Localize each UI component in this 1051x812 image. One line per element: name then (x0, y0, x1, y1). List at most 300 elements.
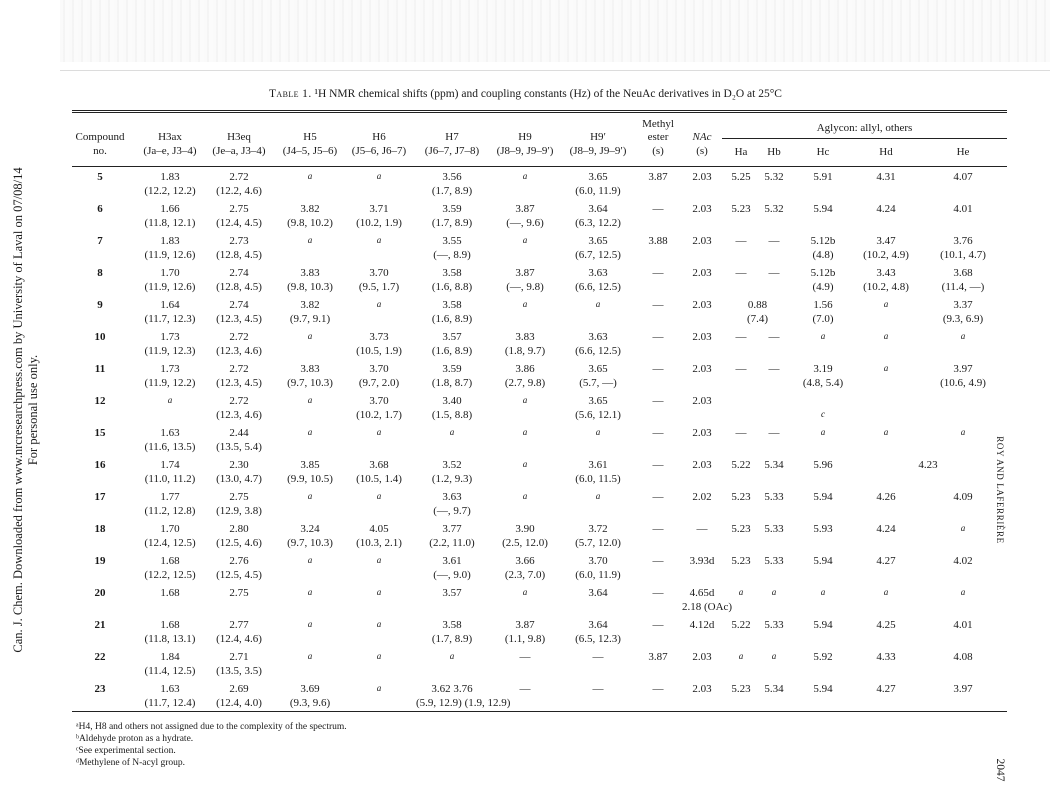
compound-number: 10 (94, 331, 106, 343)
footnote-c: ᶜSee experimental section. (76, 746, 176, 756)
cell-h6-coupling: (9.5, 1.7) (358, 281, 400, 293)
cell-h9p-coupling: (6.3, 12.2) (575, 217, 621, 229)
cell-nac: 2.03 (692, 363, 712, 375)
cell-h7: 3.52 (442, 459, 462, 471)
cell-nac: 4.12d (689, 619, 715, 631)
cell-he-coupling: (9.3, 6.9) (942, 313, 984, 325)
cell-h6: 3.73 (369, 331, 389, 343)
compound-number: 11 (94, 363, 106, 375)
cell-hd: 4.27 (876, 555, 896, 567)
cell-h3eq-coupling: (12.5, 4.6) (216, 537, 262, 549)
cell-h3eq-coupling: (13.0, 4.7) (216, 473, 262, 485)
cell-me: — (652, 619, 664, 631)
compound-number: 16 (94, 459, 106, 471)
cell-nac: 2.02 (692, 491, 712, 503)
cell-h5: a (307, 491, 313, 501)
cell-nac: 4.65d (689, 587, 715, 599)
cell-hd: 4.24 (876, 203, 896, 215)
cell-h7: 3.77 (442, 523, 462, 535)
cell-he: 4.01 (953, 203, 973, 215)
cell-h3eq: 2.75 (229, 491, 249, 503)
cell-ha: 5.23 (731, 523, 751, 535)
cell-h3ax: 1.63 (160, 683, 180, 695)
compound-number: 15 (94, 427, 106, 439)
table-top-rule (72, 110, 1007, 111)
cell-nac: 2.03 (692, 203, 712, 215)
header-h3eq-sub: (Je–a, J3–4) (212, 145, 266, 157)
cell-h5: 3.83 (300, 267, 320, 279)
cell-h7: 3.57 (442, 587, 462, 599)
cell-hc: 1.56 (813, 299, 833, 311)
cell-h3eq-coupling: (12.5, 4.5) (216, 569, 262, 581)
cell-he: 4.09 (953, 491, 973, 503)
download-notice (6, 150, 46, 670)
cell-h9: a (522, 395, 528, 405)
cell-h9p-coupling: (6.0, 11.5) (575, 473, 621, 485)
cell-h6-coupling: (10.2, 1.7) (356, 409, 402, 421)
cell-h3ax-coupling: (11.8, 13.1) (144, 633, 196, 645)
cell-h3ax: 1.66 (160, 203, 180, 215)
compound-number: 18 (94, 523, 106, 535)
cell-ha: 5.25 (731, 171, 751, 183)
cell-h3eq-coupling: (12.3, 4.6) (216, 345, 262, 357)
header-bottom-rule (72, 166, 1007, 167)
cell-h7-coupling: (1.7, 8.9) (431, 217, 473, 229)
cell-h9: a (522, 427, 528, 437)
cell-h6-coupling: (10.3, 2.1) (356, 537, 402, 549)
cell-ha: a (738, 587, 744, 597)
cell-he: 4.08 (953, 651, 973, 663)
cell-h7-coupling: (—, 8.9) (433, 249, 471, 261)
cell-h3ax: 1.73 (160, 331, 180, 343)
page-number-text: 2047 (994, 758, 1006, 782)
cell-h6: a (376, 299, 382, 309)
cell-h5-coupling: (9.7, 10.3) (287, 537, 333, 549)
cell-me: — (652, 555, 664, 567)
cell-h9p: 3.70 (588, 555, 608, 567)
cell-h6-coupling: (9.7, 2.0) (358, 377, 400, 389)
cell-h9p: a (595, 427, 601, 437)
cell-h5: a (307, 555, 313, 565)
cell-hc-coupling: c (821, 409, 825, 419)
header-h3ax: H3ax (158, 131, 182, 143)
header-methyl-3: (s) (652, 145, 664, 157)
cell-h5-coupling: (9.8, 10.2) (287, 217, 333, 229)
cell-h3ax: 1.68 (160, 619, 180, 631)
cell-h6: 3.68 (369, 459, 389, 471)
page-number (985, 745, 1015, 795)
cell-h5-coupling: (9.8, 10.3) (287, 281, 333, 293)
header-h7-sub: (J6–7, J7–8) (424, 145, 480, 157)
cell-h9-coupling: (2.3, 7.0) (504, 569, 546, 581)
cell-hc: 5.96 (813, 459, 833, 471)
cell-h3ax-coupling: (11.8, 12.1) (144, 217, 196, 229)
cell-h9p: 3.64 (588, 203, 608, 215)
cell-hc-coupling: (4.9) (812, 281, 834, 293)
cell-he: 4.07 (953, 171, 973, 183)
cell-h7: 3.40 (442, 395, 462, 407)
cell-hd: a (883, 299, 889, 309)
cell-hdhe: 4.23 (918, 459, 938, 471)
cell-hd-coupling: (10.2, 4.8) (863, 281, 909, 293)
cell-nac: 2.03 (692, 331, 712, 343)
cell-h3eq-coupling: (12.3, 4.6) (216, 409, 262, 421)
cell-he: 3.76 (953, 235, 973, 247)
footnote-b: ᵇAldehyde proton as a hydrate. (76, 734, 194, 744)
cell-h6: a (376, 235, 382, 245)
cell-h3ax: 1.84 (160, 651, 180, 663)
cell-h6: a (376, 587, 382, 597)
cell-h3eq: 2.30 (229, 459, 249, 471)
cell-hc: 3.19 (813, 363, 833, 375)
cell-h9p-coupling: (6.6, 12.5) (575, 345, 621, 357)
cell-h9p: 3.65 (588, 395, 608, 407)
cell-h3eq: 2.74 (229, 299, 249, 311)
cell-hc: 5.12b (810, 235, 836, 247)
cell-he: 4.02 (953, 555, 973, 567)
cell-h9p: 3.65 (588, 171, 608, 183)
cell-h3ax-coupling: (11.9, 12.3) (144, 345, 196, 357)
cell-h6: 3.70 (369, 267, 389, 279)
cell-nac: 2.03 (692, 683, 712, 695)
cell-he: 3.97 (953, 683, 973, 695)
cell-he: 3.97 (953, 363, 973, 375)
cell-ha: 5.23 (731, 491, 751, 503)
compound-number: 7 (97, 235, 103, 247)
cell-h7: 3.63 (442, 491, 462, 503)
cell-h7-coupling: (2.2, 11.0) (429, 537, 475, 549)
header-hb: Hb (767, 146, 781, 158)
cell-h7-coupling: (1.7, 8.9) (431, 185, 473, 197)
cell-h5-coupling: (9.7, 9.1) (289, 313, 331, 325)
cell-h9-coupling: (1.1, 9.8) (504, 633, 546, 645)
cell-h9p: 3.64 (588, 587, 608, 599)
cell-hb: 5.34 (764, 683, 784, 695)
header-hd: Hd (879, 146, 893, 158)
cell-hd: 4.26 (876, 491, 896, 503)
cell-h6-coupling: (10.5, 1.4) (356, 473, 402, 485)
cell-h9-coupling: (2.5, 12.0) (502, 537, 548, 549)
cell-ha: — (735, 363, 747, 375)
cell-hd: 4.25 (876, 619, 896, 631)
cell-hb: 5.34 (764, 459, 784, 471)
cell-hd: 4.33 (876, 651, 896, 663)
header-compound: Compound (75, 131, 125, 143)
cell-h6: 4.05 (369, 523, 389, 535)
cell-hc-coupling: (4.8, 5.4) (802, 377, 844, 389)
aglycon-header-rule (722, 138, 1007, 139)
header-h3eq: H3eq (227, 131, 251, 143)
cell-h7-coupling: (1.6, 8.9) (431, 345, 473, 357)
header-h3ax-sub: (Ja–e, J3–4) (143, 145, 197, 157)
cell-nac: 2.03 (692, 459, 712, 471)
cell-hb: 5.32 (764, 203, 784, 215)
cell-h7: 3.59 (442, 203, 462, 215)
cell-hc: 5.12b (810, 267, 836, 279)
cell-h7: a (449, 427, 455, 437)
header-methyl-2: ester (647, 131, 669, 143)
cell-h9: 3.87 (515, 267, 535, 279)
header-h6: H6 (372, 131, 386, 143)
cell-h7-coupling: (5.9, 12.9) (1.9, 12.9) (416, 697, 511, 709)
cell-hab: 0.88 (747, 299, 768, 311)
cell-ha: 5.22 (731, 459, 751, 471)
cell-hb: 5.33 (764, 491, 784, 503)
cell-h3eq: 2.69 (229, 683, 249, 695)
header-h7: H7 (445, 131, 459, 143)
cell-h3ax: 1.73 (160, 363, 180, 375)
cell-h7: 3.59 (442, 363, 462, 375)
scan-artifact-band (60, 0, 1050, 62)
download-notice-line2: For personal use only. (26, 354, 40, 466)
compound-number: 20 (94, 587, 106, 599)
cell-me: 3.87 (648, 651, 668, 663)
cell-h9: 3.87 (515, 619, 535, 631)
cell-h5-coupling: (9.9, 10.5) (287, 473, 333, 485)
cell-me: — (652, 683, 664, 695)
cell-h7: 3.57 (442, 331, 462, 343)
cell-hb: — (768, 363, 780, 375)
cell-h3eq: 2.72 (229, 395, 249, 407)
table-caption-label: Table 1. (269, 88, 312, 100)
cell-h7-coupling: (—, 9.0) (433, 569, 471, 581)
cell-me: — (652, 523, 664, 535)
cell-hc: 5.94 (813, 203, 833, 215)
cell-h6: 3.71 (369, 203, 389, 215)
cell-h5: a (307, 235, 313, 245)
compound-number: 17 (94, 491, 106, 503)
cell-ha: — (735, 331, 747, 343)
cell-h7-coupling: (1.8, 8.7) (431, 377, 473, 389)
header-nac-s: (s) (696, 145, 708, 157)
cell-h6-coupling: (10.5, 1.9) (356, 345, 402, 357)
cell-h9p: 3.65 (588, 363, 608, 375)
download-notice-line1: Can. J. Chem. Downloaded from www.nrcresearchpress.com by University of Laval on 07/08/14 (11, 167, 25, 653)
cell-h3ax-coupling: (11.7, 12.4) (144, 697, 196, 709)
cell-h3eq-coupling: (12.8, 4.5) (216, 281, 262, 293)
cell-h3ax: 1.68 (160, 555, 180, 567)
cell-h5: a (307, 427, 313, 437)
compound-number: 5 (97, 171, 103, 183)
cell-h5: 3.24 (300, 523, 320, 535)
cell-ha: a (738, 651, 744, 661)
cell-h9p: 3.63 (588, 331, 608, 343)
cell-h3eq-coupling: (12.4, 4.0) (216, 697, 262, 709)
cell-h5-coupling: (9.7, 10.3) (287, 377, 333, 389)
cell-h5: 3.69 (300, 683, 320, 695)
header-h5-sub: (J4–5, J5–6) (282, 145, 338, 157)
cell-h5: 3.83 (300, 363, 320, 375)
header-ha: Ha (734, 146, 748, 158)
footnote-a: ᵃH4, H8 and others not assigned due to the complexity of the spectrum. (76, 722, 347, 732)
cell-h9p: a (595, 299, 601, 309)
header-hc: Hc (816, 146, 830, 158)
cell-h7-coupling: (—, 9.7) (433, 505, 471, 517)
cell-nac: 2.03 (692, 427, 712, 439)
cell-h3ax: 1.77 (160, 491, 180, 503)
cell-nac: 2.03 (692, 171, 712, 183)
cell-hc: 5.94 (813, 491, 833, 503)
cell-h3ax: 1.74 (160, 459, 180, 471)
cell-nac: — (696, 523, 708, 535)
cell-h7: 3.56 (442, 171, 462, 183)
cell-h3eq: 2.76 (229, 555, 249, 567)
cell-hb: 5.32 (764, 171, 784, 183)
cell-h3ax-coupling: (12.2, 12.2) (144, 185, 196, 197)
cell-h3ax-coupling: (11.0, 11.2) (144, 473, 196, 485)
cell-hd: a (883, 331, 889, 341)
cell-h9p: 3.64 (588, 619, 608, 631)
cell-h9: a (522, 459, 528, 469)
cell-h9: a (522, 171, 528, 181)
header-h9p-sub: (J8–9, J9–9′) (569, 145, 627, 157)
cell-h5-coupling: (9.3, 9.6) (289, 697, 331, 709)
cell-h9p-coupling: (6.6, 12.5) (575, 281, 621, 293)
cell-he: a (960, 427, 966, 437)
cell-h6: 3.70 (369, 395, 389, 407)
cell-h3eq: 2.80 (229, 523, 249, 535)
cell-h6: a (376, 619, 382, 629)
cell-he: a (960, 587, 966, 597)
cell-h9-coupling: (—, 9.8) (506, 281, 544, 293)
cell-h7: 3.62 3.76 (431, 683, 473, 695)
cell-h9p: 3.72 (588, 523, 608, 535)
cell-me: — (652, 587, 664, 599)
cell-hd: a (883, 363, 889, 373)
cell-h3eq: 2.72 (229, 363, 249, 375)
cell-h9p: — (592, 683, 604, 695)
cell-h9: a (522, 235, 528, 245)
cell-hd: 4.31 (876, 171, 896, 183)
cell-h3ax-coupling: (11.6, 13.5) (144, 441, 196, 453)
cell-hc: 5.94 (813, 683, 833, 695)
cell-h7: 3.58 (442, 299, 462, 311)
cell-hb: — (768, 427, 780, 439)
compound-number: 8 (97, 267, 103, 279)
cell-h5: a (307, 619, 313, 629)
cell-hb: 5.33 (764, 619, 784, 631)
cell-hc-coupling: (4.8) (812, 249, 834, 261)
cell-h5: a (307, 587, 313, 597)
cell-h3eq-coupling: (12.3, 4.5) (216, 377, 262, 389)
cell-h9: a (522, 299, 528, 309)
cell-hab-coupling: (7.4) (746, 313, 769, 325)
cell-ha: — (735, 427, 747, 439)
cell-h3eq: 2.75 (229, 587, 249, 599)
cell-h3ax-coupling: (12.4, 12.5) (144, 537, 196, 549)
cell-h5: 3.82 (300, 299, 320, 311)
cell-hc: a (820, 427, 826, 437)
header-nac: NAc (692, 131, 712, 143)
cell-h3ax: a (167, 395, 173, 405)
cell-he: a (960, 331, 966, 341)
compound-number: 23 (94, 683, 106, 695)
cell-hd: 3.43 (876, 267, 896, 279)
cell-h9: 3.87 (515, 203, 535, 215)
cell-h7: 3.58 (442, 619, 462, 631)
compound-number: 9 (97, 299, 103, 311)
cell-hb: 5.33 (764, 555, 784, 567)
cell-he-coupling: (10.1, 4.7) (940, 249, 986, 261)
cell-h3ax: 1.70 (160, 523, 180, 535)
cell-h9: 3.86 (515, 363, 535, 375)
cell-hc: 5.92 (813, 651, 833, 663)
cell-ha: — (735, 267, 747, 279)
cell-me: — (652, 491, 664, 503)
header-he: He (956, 146, 970, 158)
header-methyl-1: Methyl (642, 118, 674, 130)
cell-hc: 5.94 (813, 555, 833, 567)
cell-nac: 2.03 (692, 235, 712, 247)
header-h6-sub: (J5–6, J6–7) (351, 145, 407, 157)
cell-h9p-coupling: (6.5, 12.3) (575, 633, 621, 645)
cell-h6-coupling: (10.2, 1.9) (356, 217, 402, 229)
cell-h7-coupling: (1.7, 8.9) (431, 633, 473, 645)
header-h9p: H9′ (590, 131, 606, 143)
footnote-d: ᵈMethylene of N-acyl group. (76, 758, 186, 768)
cell-hb: — (768, 267, 780, 279)
cell-h3eq-coupling: (12.3, 4.5) (216, 313, 262, 325)
cell-me: — (652, 363, 664, 375)
cell-h3eq-coupling: (12.4, 4.5) (216, 217, 262, 229)
cell-h3eq-coupling: (12.8, 4.5) (216, 249, 262, 261)
cell-h3eq: 2.74 (229, 267, 249, 279)
cell-h9: — (519, 683, 531, 695)
cell-hd: a (883, 587, 889, 597)
cell-hc: 5.91 (813, 171, 833, 183)
cell-h5: a (307, 331, 313, 341)
cell-hc: 5.93 (813, 523, 833, 535)
cell-hc-coupling: (7.0) (812, 313, 834, 325)
cell-h6: a (376, 491, 382, 501)
cell-h9p: 3.63 (588, 267, 608, 279)
compound-number: 12 (94, 395, 106, 407)
cell-h3ax: 1.64 (160, 299, 180, 311)
cell-h9: a (522, 491, 528, 501)
header-h5: H5 (303, 131, 317, 143)
cell-h3ax-coupling: (11.9, 12.6) (144, 281, 196, 293)
cell-h3eq-coupling: (13.5, 3.5) (216, 665, 262, 677)
cell-h3eq: 2.72 (229, 331, 249, 343)
compound-number: 21 (94, 619, 106, 631)
cell-h5: 3.82 (300, 203, 320, 215)
cell-he: 3.37 (953, 299, 973, 311)
cell-h9p-coupling: (5.7, —) (579, 377, 617, 389)
table-bottom-rule (72, 711, 1007, 712)
cell-h3ax: 1.63 (160, 427, 180, 439)
cell-he-coupling: (10.6, 4.9) (940, 377, 986, 389)
cell-h3ax-coupling: (11.9, 12.6) (144, 249, 196, 261)
cell-h9-coupling: (2.7, 9.8) (504, 377, 546, 389)
cell-h3eq: 2.72 (229, 171, 249, 183)
cell-h6: a (376, 683, 382, 693)
cell-hb: a (771, 587, 777, 597)
cell-h9p-coupling: (6.7, 12.5) (575, 249, 621, 261)
cell-h7: 3.61 (442, 555, 462, 567)
cell-h6: a (376, 651, 382, 661)
cell-h6: 3.70 (369, 363, 389, 375)
cell-hb: — (768, 235, 780, 247)
cell-h6: a (376, 171, 382, 181)
table-top-rule-2 (72, 112, 1007, 113)
cell-h3ax-coupling: (11.4, 12.5) (144, 665, 196, 677)
cell-he: a (960, 523, 966, 533)
table-caption (0, 88, 1051, 100)
compound-number: 19 (94, 555, 106, 567)
cell-h9: — (519, 651, 531, 663)
cell-h9p: 3.61 (588, 459, 608, 471)
cell-h3eq-coupling: (13.5, 5.4) (216, 441, 262, 453)
